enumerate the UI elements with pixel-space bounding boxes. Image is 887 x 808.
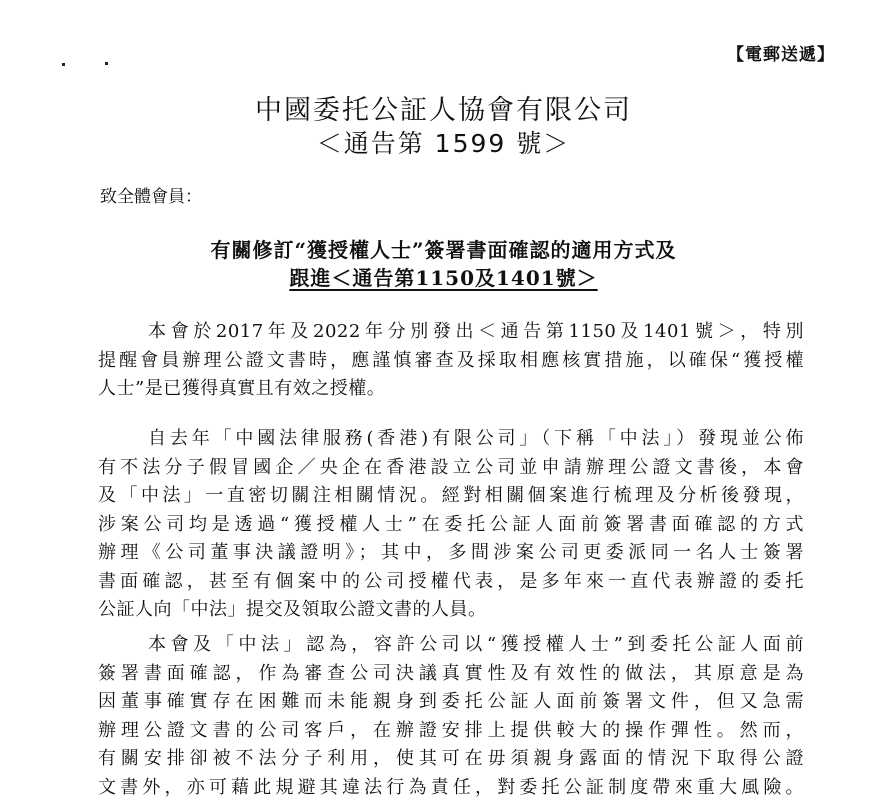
subject-line-2-text: 跟進＜通告第1150及1401號＞: [289, 266, 598, 290]
paragraph-line: 人士”是已獲得真實且有效之授權。: [98, 378, 386, 399]
paragraph-line: 書面確認，甚至有個案中的公司授權代表，是多年來一直代表辦證的委托: [98, 570, 804, 592]
scan-mark: [62, 63, 65, 66]
scan-mark: [105, 62, 108, 65]
paragraph-line: 辦理《公司董事決議證明》；其中，多間涉案公司更委派同一名人士簽署: [98, 542, 804, 563]
paragraph-line: 文書外，亦可藉此規避其違法行為責任，對委托公証制度帶來重大風險。: [98, 776, 804, 798]
salutation: 致全體會員：: [100, 187, 202, 207]
paragraph-line: 及「中法」一直密切關注相關情況。經對相關個案進行梳理及分析後發現，: [98, 485, 804, 506]
paragraph-line: 本會於2017年及2022年分別發出＜通告第1150及1401號＞，特別: [148, 321, 804, 342]
paragraph-line: 有不法分子假冒國企／央企在香港設立公司並申請辦理公證文書後，本會: [98, 456, 804, 478]
paragraph-line: 有關安排卻被不法分子利用，使其可在毋須親身露面的情況下取得公證: [98, 748, 804, 769]
subject-line-1: 有關修訂“獲授權人士”簽署書面確認的適用方式及: [210, 238, 677, 262]
paragraph-line: 簽署書面確認，作為審查公司決議真實性及有效性的做法，其原意是為: [98, 662, 804, 684]
paragraph-line: 提醒會員辦理公證文書時，應謹慎審查及採取相應核實措施，以確保“獲授權: [98, 349, 804, 371]
paragraph-line: 自去年「中國法律服務(香港)有限公司」（下稱「中法」）發現並公佈: [148, 428, 804, 449]
paragraph-1: [98, 318, 804, 404]
paragraph-line: 公証人向「中法」提交及領取公證文書的人員。: [98, 599, 487, 620]
paragraph-line: 辦理公證文書的公司客戶，在辦證安排上提供較大的操作彈性。然而，: [98, 719, 804, 741]
paragraph-line: 涉案公司均是透過“獲授權人士”在委托公証人面前簽署書面確認的方式: [98, 513, 804, 535]
delivery-stamp: 【電郵送遞】: [727, 45, 835, 65]
paragraph-line: 本會及「中法」認為，容許公司以“獲授權人士”到委托公証人面前: [148, 634, 804, 655]
paragraph-line: 因董事確實存在困難而未能親身到委托公証人面前簽署文件，但又急需: [98, 691, 804, 712]
paragraph-3: [98, 631, 804, 802]
organization-title: 中國委托公証人協會有限公司: [255, 95, 632, 126]
notice-number: ＜通告第 1599 號＞: [316, 129, 571, 158]
subject-line-2: [0, 262, 887, 291]
paragraph-2: [98, 425, 804, 625]
